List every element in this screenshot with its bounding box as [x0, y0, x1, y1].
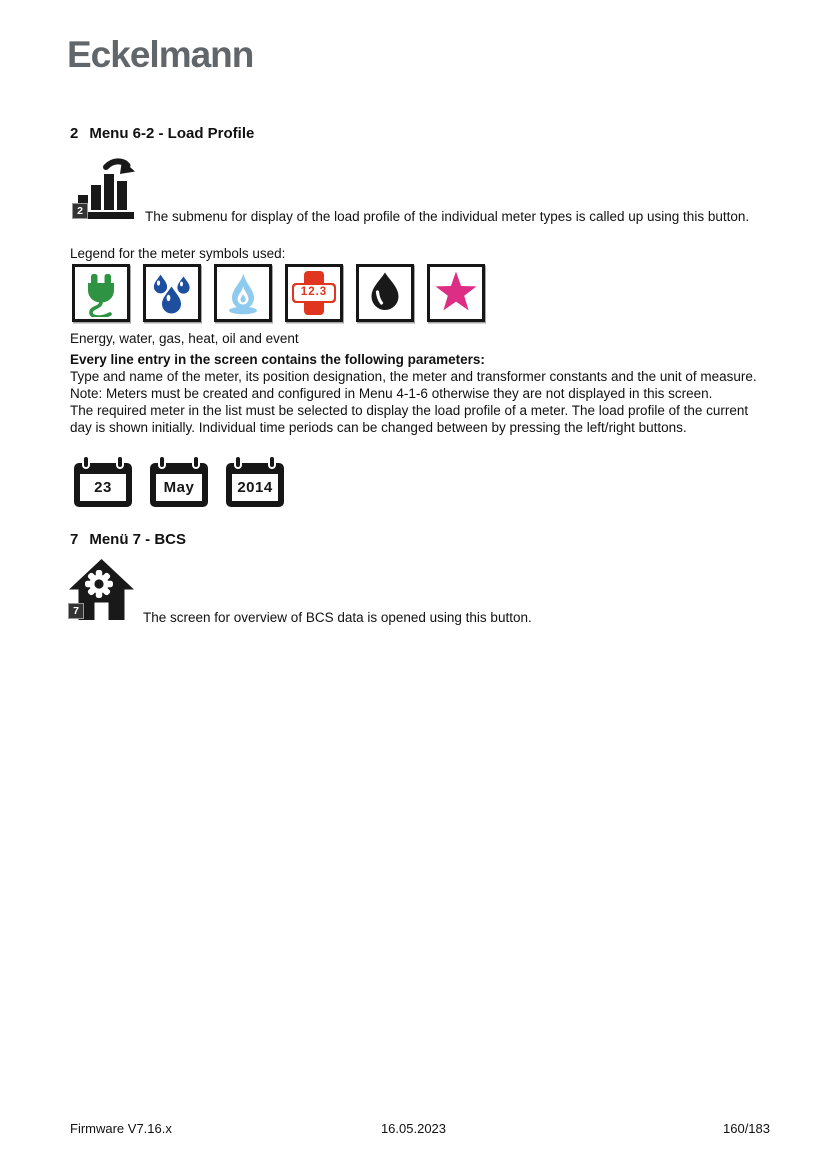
- meter-symbol-legend: [72, 264, 485, 322]
- legend-label: Legend for the meter symbols used:: [70, 246, 286, 261]
- heading-bcs: [70, 531, 186, 548]
- heading-load-profile-number: 2: [70, 125, 79, 142]
- event-symbol-box: [427, 264, 485, 322]
- oil-symbol-box: [356, 264, 414, 322]
- energy-symbol-box: [72, 264, 130, 322]
- gas-symbol-box: [214, 264, 272, 322]
- bcs-button-icon: [68, 558, 135, 622]
- calendar-day-value: 23: [80, 474, 126, 501]
- gas-flame-icon: [219, 269, 267, 317]
- parameters-heading: Every line entry in the screen contains the following parameters:: [70, 352, 485, 367]
- heading-bcs-number: 7: [70, 531, 79, 548]
- menu-2-badge: 2: [72, 203, 88, 219]
- heading-load-profile: [70, 125, 254, 142]
- footer-firmware: Firmware V7.16.x: [70, 1121, 172, 1136]
- selection-text: The required meter in the list must be selected to display the load profile of a meter. The load profile of the current day is shown initially. Individual time periods can be changed between by pressing the left/right buttons.: [70, 403, 749, 435]
- footer-date: 16.05.2023: [380, 1121, 447, 1136]
- calendar-day-icon: [74, 463, 132, 507]
- load-profile-button-icon: [70, 157, 137, 221]
- parameters-block: [70, 351, 772, 436]
- load-profile-intro: [70, 157, 772, 225]
- calendar-ring-icon: [82, 455, 90, 469]
- calendar-month-value: May: [156, 474, 202, 501]
- water-symbol-box: [143, 264, 201, 322]
- oil-drop-icon: [361, 269, 409, 317]
- calendar-ring-icon: [116, 455, 124, 469]
- calendar-ring-icon: [158, 455, 166, 469]
- heat-meter-display: 12.3: [294, 285, 334, 301]
- heading-load-profile-title: Menu 6-2 - Load Profile: [89, 125, 255, 142]
- eckelmann-logo: Eckelmann: [67, 34, 254, 75]
- parameters-text: Type and name of the meter, its position designation, the meter and transformer constants and the unit of measure. Note: Meters must be created and configured in Menu 4-1-6 otherwise they are not displayed in this screen.: [70, 369, 757, 401]
- energy-plug-icon: [77, 269, 125, 317]
- calendar-month-icon: [150, 463, 208, 507]
- calendar-ring-icon: [268, 455, 276, 469]
- bcs-block: [68, 558, 770, 626]
- calendar-ring-icon: [234, 455, 242, 469]
- heat-symbol-box: [285, 264, 343, 322]
- calendar-icons-row: [74, 455, 284, 507]
- heading-bcs-title: Menü 7 - BCS: [89, 531, 187, 548]
- load-profile-intro-text: The submenu for display of the load profile of the individual meter types is called up using this button.: [145, 209, 750, 224]
- calendar-year-icon: [226, 463, 284, 507]
- menu-7-badge: 7: [68, 603, 84, 619]
- footer-page-number: 160/183: [723, 1121, 770, 1136]
- water-drops-icon: [148, 269, 196, 317]
- event-star-icon: [432, 269, 480, 317]
- bcs-text: The screen for overview of BCS data is opened using this button.: [143, 610, 532, 625]
- calendar-ring-icon: [192, 455, 200, 469]
- legend-caption: Energy, water, gas, heat, oil and event: [70, 331, 299, 346]
- heat-meter-icon: [290, 269, 338, 317]
- calendar-year-value: 2014: [232, 474, 278, 501]
